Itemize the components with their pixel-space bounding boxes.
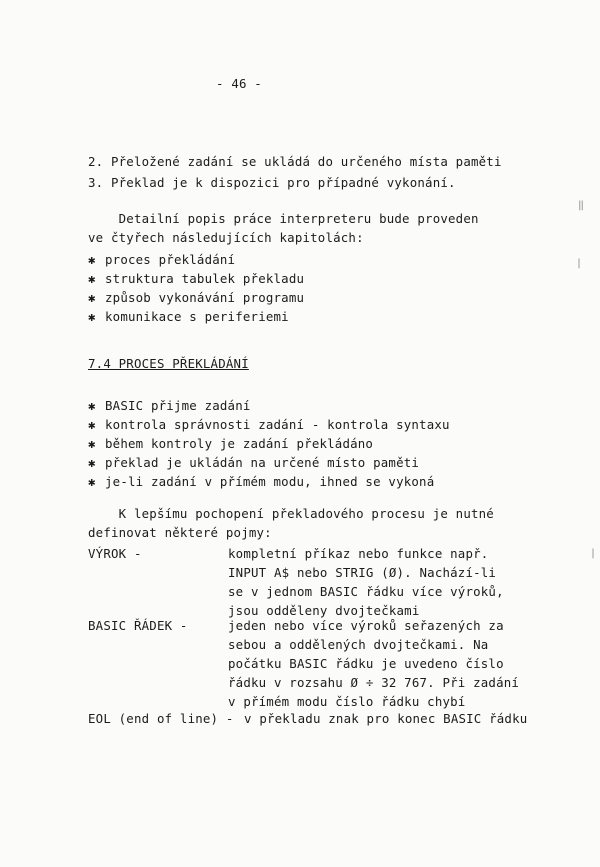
list-item [88,271,304,287]
page-number: - 46 - [216,76,262,91]
scan-mark: | [590,548,597,559]
definition-line: v překladu znak pro konec BASIC řádku [244,711,528,726]
definition-line: řádku v rozsahu Ø ÷ 32 767. Při zadání [228,675,520,690]
definition-line: sebou a oddělených dvojtečkami. Na [228,637,489,652]
list-item-text: je-li zadání v přímém modu, ihned se vykoná [105,474,435,489]
bullet-icon: ✱ [88,398,96,413]
paragraph-line: definovat některé pojmy: [88,525,272,540]
list-item [88,474,434,490]
list-item-text: komunikace s periferiemi [105,309,289,324]
bullet-icon: ✱ [88,474,96,489]
list-item [88,252,235,268]
list-item [88,309,289,325]
definition-line: v přímém modu číslo řádku chybí [228,694,466,709]
bullet-icon: ✱ [88,309,96,324]
section-heading: 7.4 PROCES PŘEKLÁDÁNÍ [88,356,249,371]
bullet-icon: ✱ [88,455,96,470]
definition-line: jsou odděleny dvojtečkami [228,603,420,618]
definition-term: BASIC ŘÁDEK - [88,618,188,633]
numbered-item: 2. Přeložené zadání se ukládá do určeného místa paměti [88,154,502,169]
numbered-item: 3. Překlad je k dispozici pro případné vykonání. [88,175,456,190]
bullet-icon: ✱ [88,252,96,267]
paragraph-line: ve čtyřech následujících kapitolách: [88,230,364,245]
bullet-icon: ✱ [88,436,96,451]
list-item [88,290,304,306]
paragraph-line: K lepšímu pochopení překladového procesu je nutné [88,506,494,521]
definition-line: se v jednom BASIC řádku více výroků, [228,584,504,599]
list-item [88,398,251,414]
list-item-text: BASIC přijme zadání [105,398,251,413]
bullet-icon: ✱ [88,417,96,432]
definition-line: počátku BASIC řádku je uvedeno číslo [228,656,504,671]
list-item [88,417,450,433]
list-item-text: způsob vykonávání programu [105,290,305,305]
list-item [88,436,373,452]
list-item-text: struktura tabulek překladu [105,271,305,286]
definition-line: jeden nebo více výroků seřazených za [228,618,504,633]
list-item-text: kontrola správnosti zadání - kontrola syntaxu [105,417,450,432]
paragraph-line: Detailní popis práce interpreteru bude proveden [88,211,479,226]
bullet-icon: ✱ [88,271,96,286]
scan-mark: | [576,258,583,269]
definition-line: INPUT A$ nebo STRIG (Ø). Nachází-li [228,565,497,580]
list-item-text: během kontroly je zadání překládáno [105,436,374,451]
definition-term: VÝROK - [88,546,142,561]
definition-term: EOL (end of line) - [88,711,234,726]
list-item-text: proces překládání [105,252,236,267]
definition-line: kompletní příkaz nebo funkce např. [228,546,489,561]
scan-mark: ‖ [578,200,585,211]
list-item [88,455,419,471]
list-item-text: překlad je ukládán na určené místo paměti [105,455,420,470]
bullet-icon: ✱ [88,290,96,305]
